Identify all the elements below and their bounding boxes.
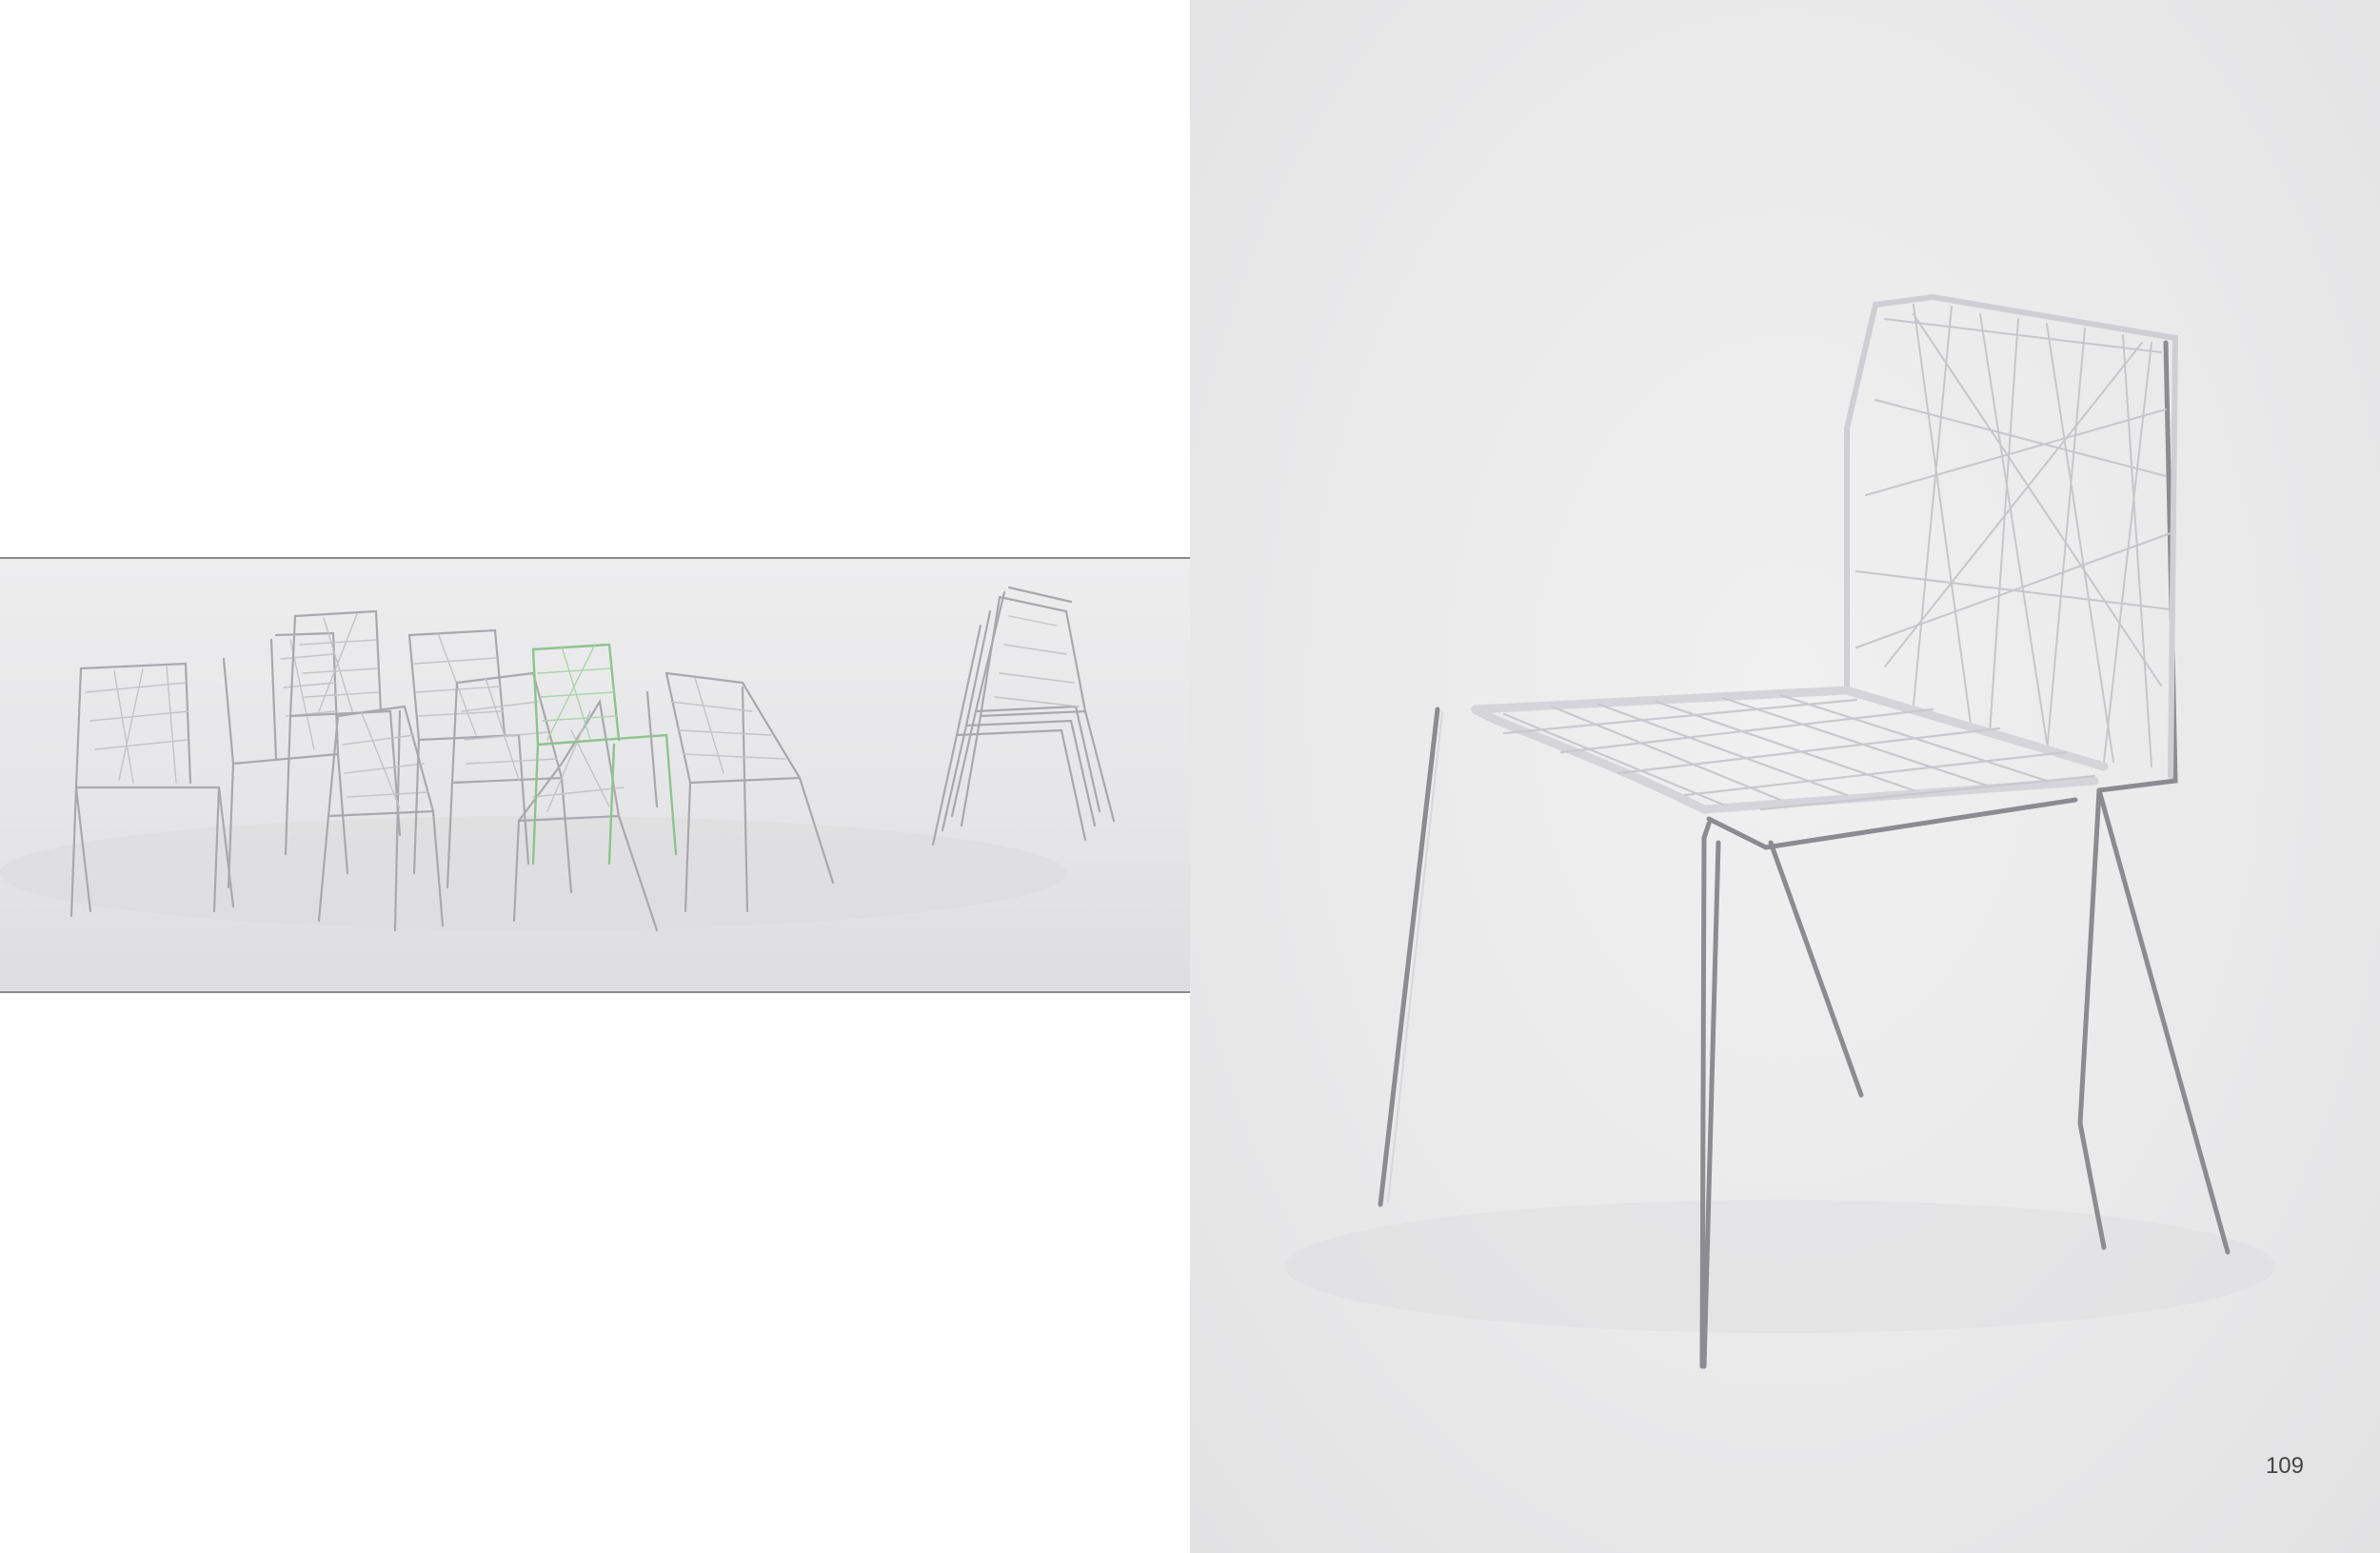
chair-group-photo: [0, 557, 1190, 993]
chair-group-illustration: [0, 559, 1190, 991]
chair-hero-photo: [1190, 0, 2380, 1553]
penelope-chair-illustration: [1190, 0, 2380, 1553]
page-number: 109: [2265, 1453, 2304, 1479]
